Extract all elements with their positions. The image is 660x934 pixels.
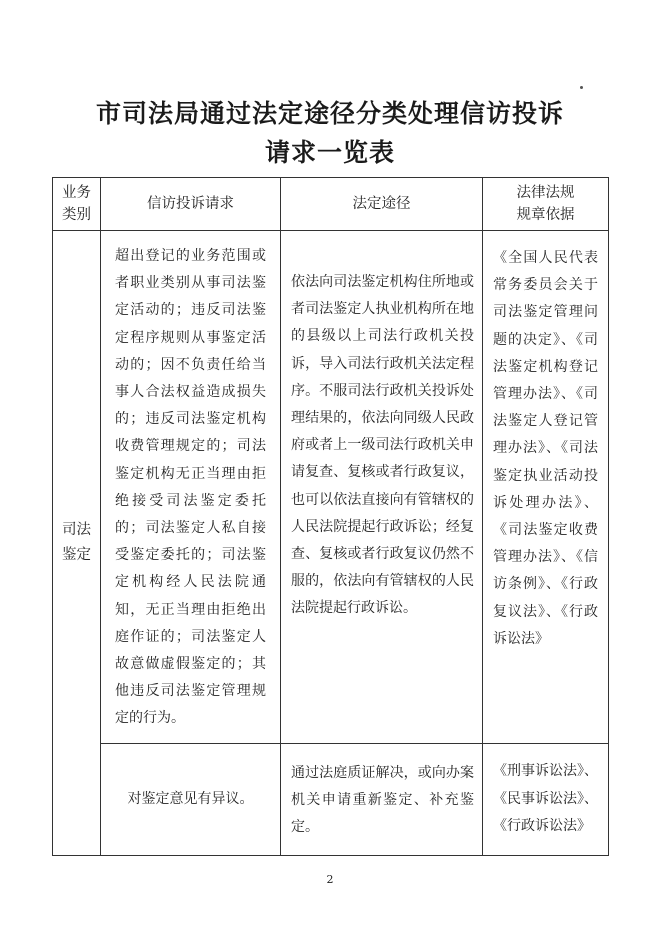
path-cell: 依法向司法鉴定机构住所地或者司法鉴定人执业机构所在地的县级以上司法行政机关投诉，导入司法行政机关法定程序。不服司法行政机关投诉处理结果的，依法向同级人民政府或者上一级司法行政机关申请复查、复核或者行政复议，也可以依法直接向有管辖权的人民法院提起行政诉讼；经复查、复核或者行政复议仍然不服的，依法向有管辖权的人民法院提起行政诉讼。 <box>281 231 483 744</box>
document-title-line1: 市司法局通过法定途径分类处理信访投诉 <box>95 99 564 128</box>
scan-speck <box>580 86 583 89</box>
header-category: 业务 类别 <box>53 178 101 231</box>
complaint-table <box>52 177 609 856</box>
page-number: 2 <box>326 873 334 886</box>
category-cell: 司法 鉴定 <box>53 231 101 856</box>
table-row <box>53 743 609 855</box>
header-request: 信访投诉请求 <box>101 178 281 231</box>
header-path: 法定途径 <box>281 178 483 231</box>
path-cell: 通过法庭质证解决，或向办案机关申请重新鉴定、补充鉴定。 <box>281 743 483 855</box>
table-row <box>53 231 609 744</box>
document-title-line2: 请求一览表 <box>264 138 395 167</box>
request-cell: 对鉴定意见有异议。 <box>101 743 281 855</box>
header-basis: 法律法规 规章依据 <box>483 178 609 231</box>
basis-cell: 《刑事诉讼法》、《民事诉讼法》、《行政诉讼法》 <box>483 743 609 855</box>
table-header-row <box>53 178 609 231</box>
basis-cell: 《全国人民代表常务委员会关于司法鉴定管理问题的决定》、《司法鉴定机构登记管理办法》、《司法鉴定人登记管理办法》、《司法鉴定执业活动投诉处理办法》、《司法鉴定收费管理办法》、《信访条例》、《行政复议法》、《行政诉讼法》 <box>483 231 609 744</box>
request-cell: 超出登记的业务范围或者职业类别从事司法鉴定活动的；违反司法鉴定程序规则从事鉴定活动的；因不负责任给当事人合法权益造成损失的；违反司法鉴定机构收费管理规定的；司法鉴定机构无正当理由拒绝接受司法鉴定委托的；司法鉴定人私自接受鉴定委托的；司法鉴定机构经人民法院通知，无正当理由拒绝出庭作证的；司法鉴定人故意做虚假鉴定的；其他违反司法鉴定管理规定的行为。 <box>101 231 281 744</box>
